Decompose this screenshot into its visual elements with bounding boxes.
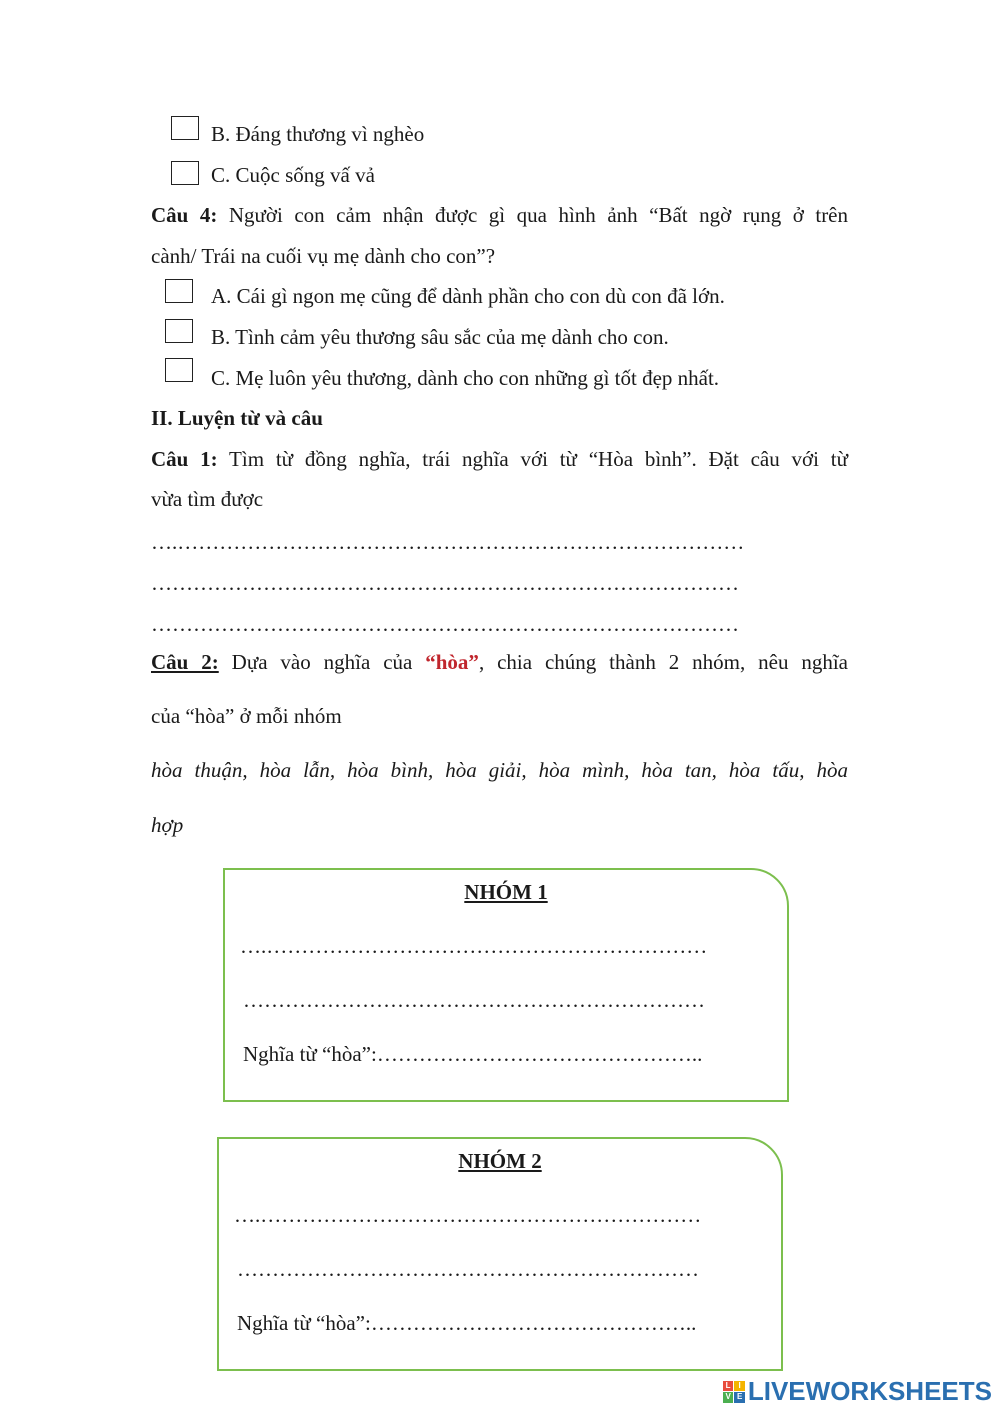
group-2-answer-line-2[interactable]: ………………………………………………………… [237, 1257, 699, 1281]
answer-line-3[interactable]: ………………………………………………………………………… [151, 612, 739, 636]
section-2-title: II. Luyện từ và câu [151, 406, 323, 430]
option-text-q4-b: B. Tình cảm yêu thương sâu sắc của mẹ dành cho con. [211, 325, 669, 349]
option-checkbox-q3-c[interactable] [171, 161, 199, 185]
group-1-meaning[interactable]: Nghĩa từ “hòa”:……………………………………….. [243, 1042, 703, 1066]
section-2-question-1-text-cont: vừa tìm được [151, 487, 264, 511]
group-2-meaning[interactable]: Nghĩa từ “hòa”:……………………………………….. [237, 1311, 697, 1335]
question-4-text: Người con cảm nhận được gì qua hình ảnh “Bất ngờ rụng ở trên [217, 203, 849, 227]
question-4 [151, 201, 848, 229]
answer-line-1[interactable]: ….……………………………………………………………………… [151, 530, 745, 554]
logo-letter-i: I [734, 1381, 745, 1392]
question-4-label: Câu 4: [151, 203, 218, 227]
section-2-question-2 [151, 648, 848, 676]
option-checkbox-q4-c[interactable] [165, 358, 193, 382]
logo-letter-e: E [734, 1392, 745, 1403]
option-text-q3-c: C. Cuộc sống vấ vả [211, 163, 375, 187]
option-checkbox-q4-b[interactable] [165, 319, 193, 343]
word-list: hòa thuận, hòa lẫn, hòa bình, hòa giải, hòa mình, hòa tan, hòa tấu, hòa [151, 758, 848, 782]
group-1-box [223, 868, 789, 1102]
liveworksheets-logo[interactable] [723, 1376, 992, 1407]
section-2-question-2-text-a: Dựa vào nghĩa của [218, 650, 426, 674]
liveworksheets-logo-text: LIVEWORKSHEETS [747, 1376, 992, 1406]
liveworksheets-logo-icon [723, 1381, 745, 1403]
question-4-text-cont: cành/ Trái na cuối vụ mẹ dành cho con”? [151, 244, 496, 268]
option-text-q4-a: A. Cái gì ngon mẹ cũng để dành phần cho con dù con đã lớn. [211, 284, 725, 308]
highlight-word-hoa: “hòa” [425, 650, 479, 674]
option-text-q3-b: B. Đáng thương vì nghèo [211, 122, 425, 146]
option-checkbox-q3-b[interactable] [171, 116, 199, 140]
group-1-answer-line-1[interactable]: ….……………………………………………………… [240, 934, 708, 958]
word-list-cont: hợp [151, 813, 184, 837]
section-2-question-2-text-cont: của “hòa” ở mỗi nhóm [151, 704, 342, 728]
option-text-q4-c: C. Mẹ luôn yêu thương, dành cho con những gì tốt đẹp nhất. [211, 366, 720, 390]
group-1-title: NHÓM 1 [464, 880, 548, 904]
group-2-box [217, 1137, 783, 1371]
group-1-answer-line-2[interactable]: ………………………………………………………… [243, 988, 705, 1012]
group-2-answer-line-1[interactable]: ….……………………………………………………… [234, 1203, 702, 1227]
section-2-question-2-label: Câu 2: [151, 650, 219, 674]
group-2-title: NHÓM 2 [458, 1149, 542, 1173]
section-2-question-2-text-b: , chia chúng thành 2 nhóm, nêu nghĩa [478, 650, 849, 674]
option-checkbox-q4-a[interactable] [165, 279, 193, 303]
section-2-question-1 [151, 445, 848, 473]
logo-letter-l: L [723, 1381, 734, 1392]
section-2-question-1-text: Tìm từ đồng nghĩa, trái nghĩa với từ “Hòa bình”. Đặt câu với từ [217, 447, 848, 471]
logo-letter-v: V [723, 1392, 734, 1403]
section-2-question-1-label: Câu 1: [151, 447, 218, 471]
answer-line-2[interactable]: ………………………………………………………………………… [151, 571, 739, 595]
